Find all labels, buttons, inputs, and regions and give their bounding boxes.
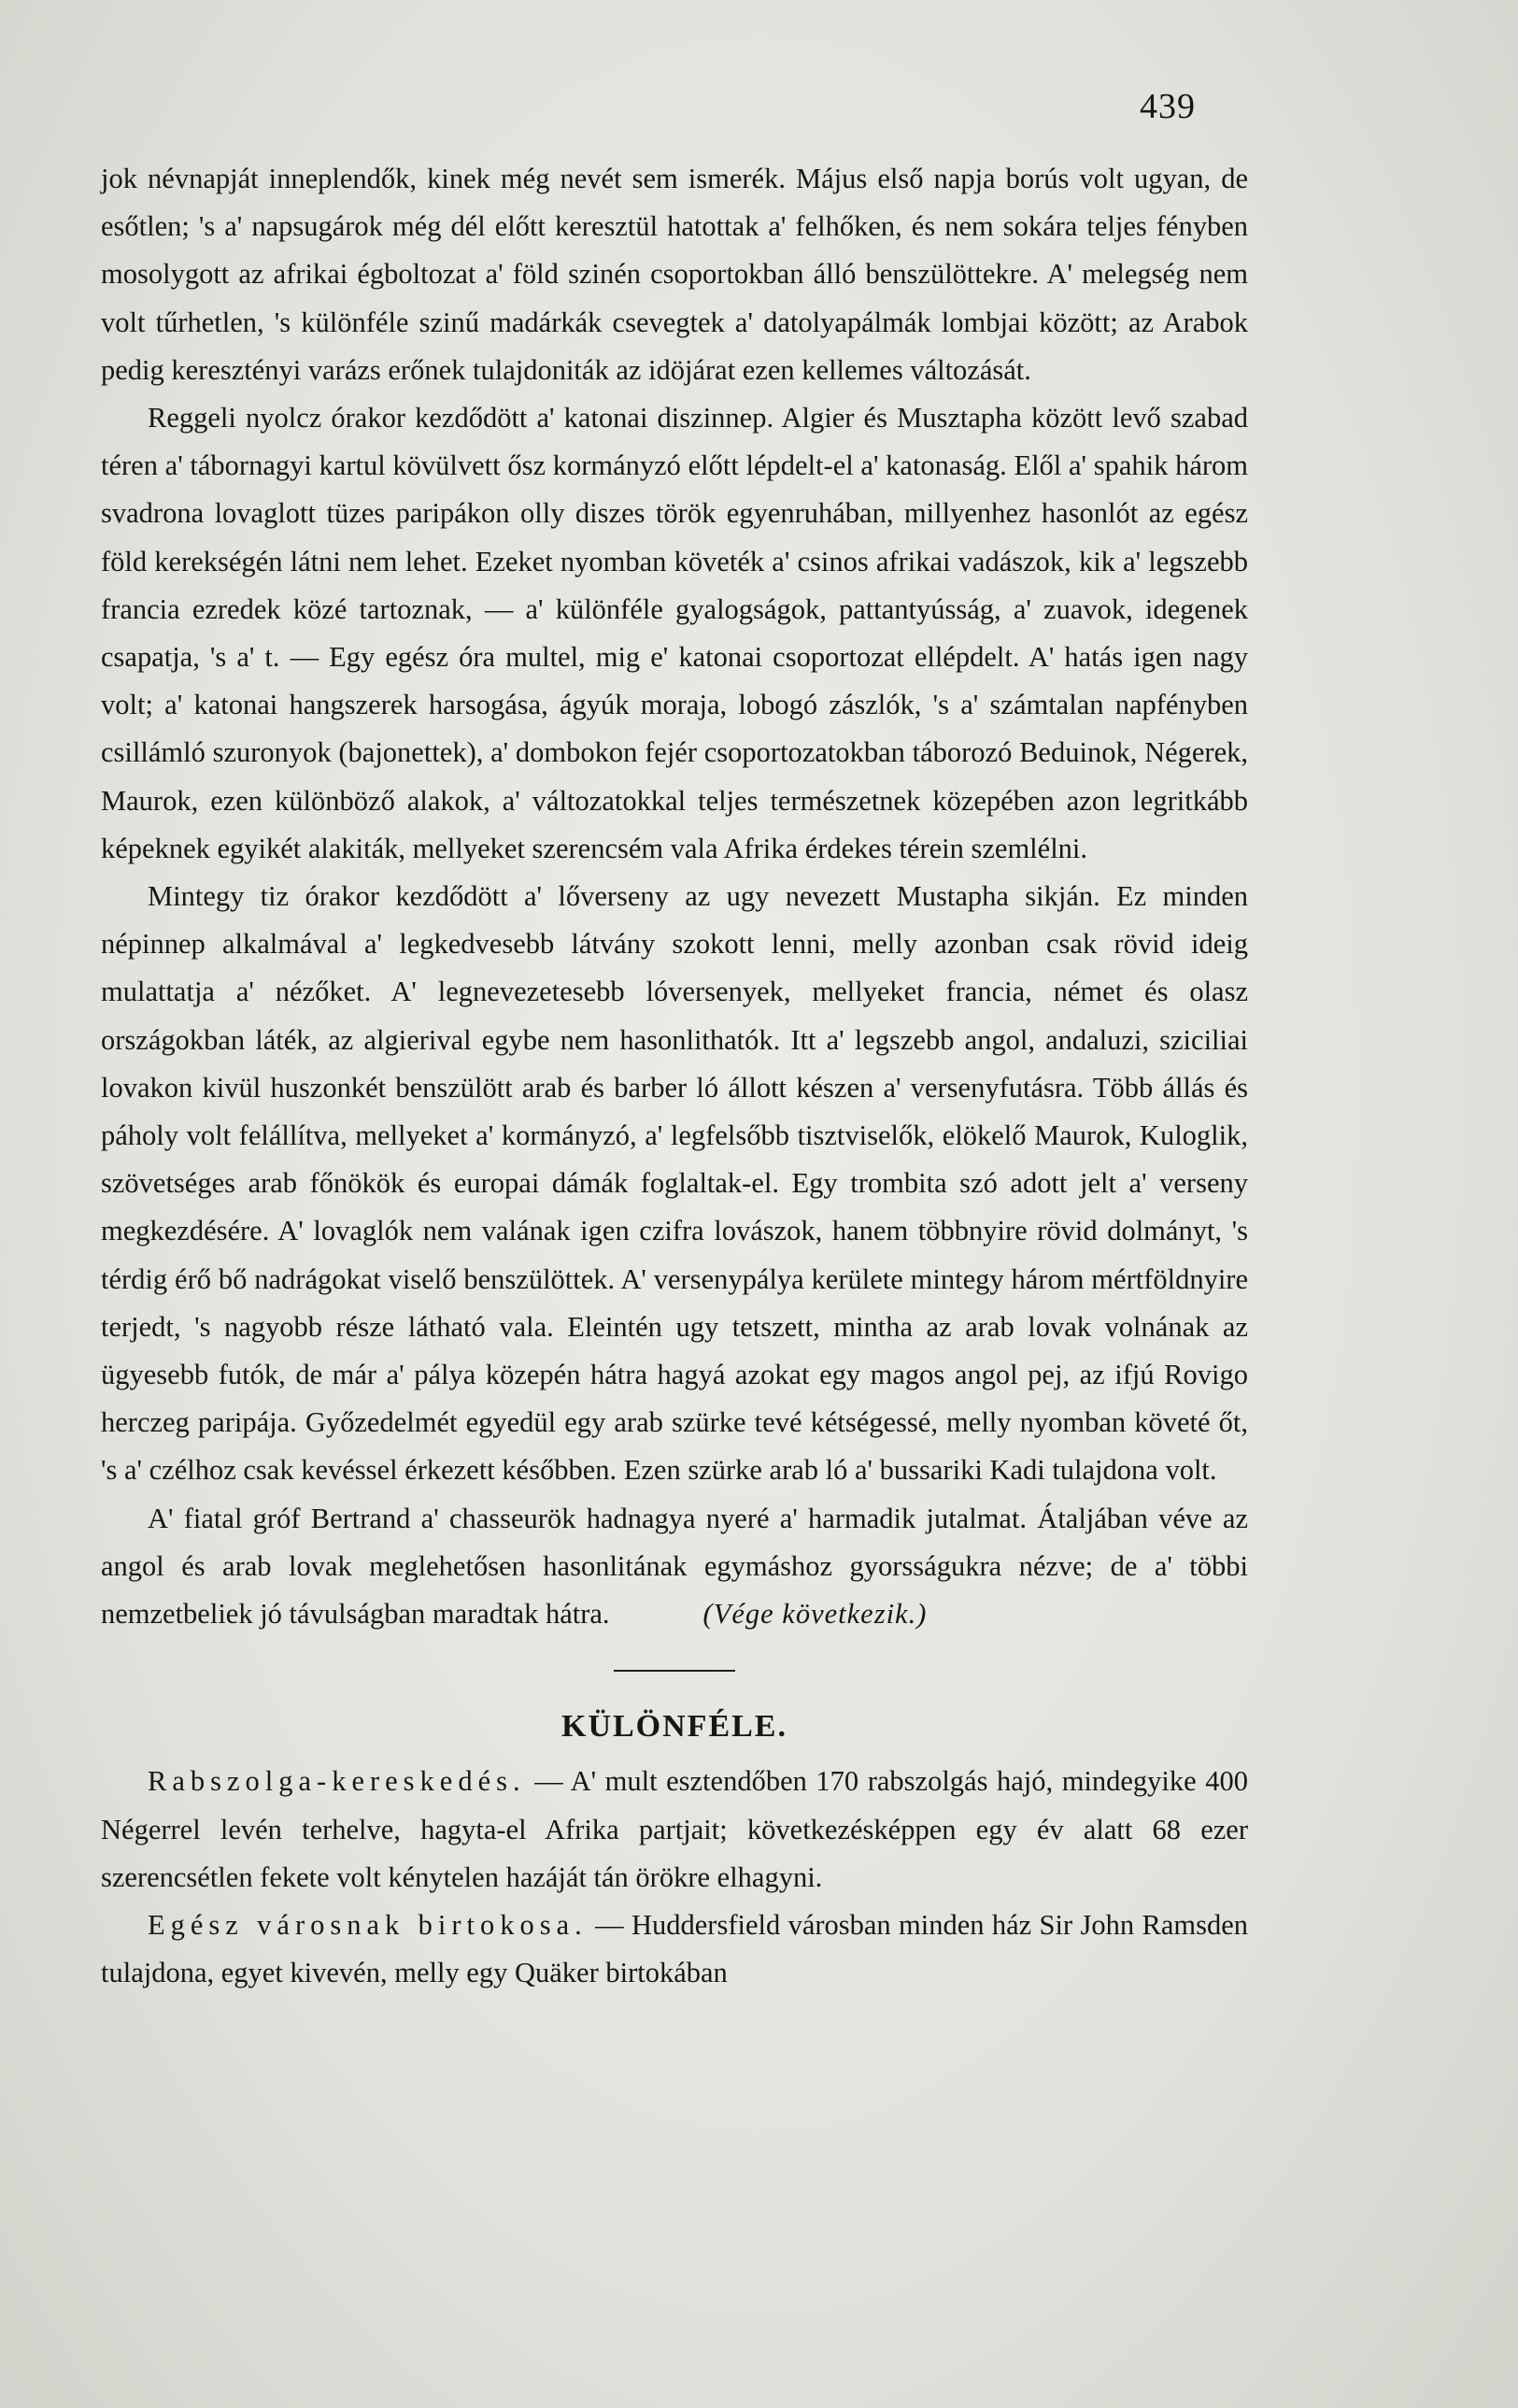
paragraph-4-text: A' fiatal gróf Bertrand a' chasseurök hadnagya nyeré a' harmadik jutalmat. Átaljában véve az angol és arab lovak meglehetősen hasonlitának egymáshoz gyorsságukra nézve; de a' többi nemzetbeliek jó távulságban maradtak hátra.: [101, 1502, 1248, 1631]
page-number: 439: [1140, 87, 1196, 126]
paragraph-4: [101, 1495, 1248, 1639]
news-item-2: [101, 1902, 1248, 1997]
paragraph-2: Reggeli nyolcz órakor kezdődött a' katonai diszinnep. Algier és Musztapha között levő szabad téren a' tábornagyi kartul kövülvett ősz kormányzó előtt lépdelt-el a' katonaság. Elől a' spahik három svadrona lovaglott tüzes paripákon olly diszes török egyenruhában, millyenhez hasonlót az egész föld kerekségén látni nem lehet. Ezeket nyomban követék a' csinos afrikai vadászok, kik a' legszebb francia ezredek közé tartoznak, — a' különféle gyalogságok, pattantyússág, a' zuavok, idegenek csapatja, 's a' t. — Egy egész óra multel, mig e' katonai csoportozat ellépdelt. A' hatás igen nagy volt; a' katonai hangszerek harsogása, ágyúk moraja, lobogó zászlók, 's a' számtalan napfényben csillámló szuronyok (bajonettek), a' dombokon fejér csoportozatokban táborozó Beduinok, Négerek, Maurok, ezen különböző alakok, a' változatokkal teljes természetnek közepében azon legritkább képeknek egyikét alakiták, mellyeket szerencsém vala Afrika érdekes térein szemlélni.: [101, 402, 1248, 864]
paragraph-3: Mintegy tiz órakor kezdődött a' lőverseny az ugy nevezett Mustapha sikján. Ez minden népinnep alkalmával a' legkedvesebb látvány szokott lenni, melly azonban csak rövid ideig mulattatja a' nézőket. A' legnevezetesebb lóversenyek, mellyeket francia, német és olasz országokban láték, az algierival egybe nem hasonlithatók. Itt a' legszebb angol, andaluzi, sziciliai lovakon kivül huszonkét benszülött arab és barber ló állott készen a' versenyfutásra. Több állás és páholy volt felállítva, mellyeket a' kormányzó, a' legfelsőbb tisztviselők, elökelő Maurok, Kuloglik, szövetséges arab főnökök és europai dámák foglaltak-el. Egy trombita szó adott jelt a' verseny megkezdésére. A' lovaglók nem valának igen czifra lovászok, hanem többnyire rövid dolmányt, 's térdig érő bő nadrágokat viselő benszülöttek. A' versenypálya kerülete mintegy három mértföldnyire terjedt, 's nagyobb része látható vala. Eleintén ugy tetszett, mintha az arab lovak volnának az ügyesebb futók, de már a' pálya közepén hátra hagyá azokat egy magos angol pej, az ifjú Rovigo herczeg paripája. Győzedelmét egyedül egy arab szürke tevé kétségessé, melly nyomban követé őt, 's a' czélhoz csak kevéssel érkezett későbben. Ezen szürke arab ló a' bussariki Kadi tulajdona volt.: [101, 880, 1248, 1487]
news-item-2-text: — Huddersfield városban minden ház Sir John Ramsden tulajdona, egyet kivevén, melly egy Quäker birtokában: [101, 1908, 1248, 1989]
news-item-2-title: Egész városnak birtokosa.: [148, 1908, 588, 1941]
news-item-1: [101, 1758, 1248, 1902]
section-heading: KÜLÖNFÉLE.: [561, 1709, 787, 1745]
section-divider: [614, 1670, 735, 1672]
paragraph-1: jok névnapját inneplendők, kinek még nevét sem ismerék. Május első napja borús volt ugyan, de esőtlen; 's a' napsugárok még dél előtt keresztül hatottak a' felhőken, és nem sokára teljes fényben mosolygott az afrikai égboltozat a' föld szinén csoportokban álló benszülöttekre. A' melegség nem volt tűrhetlen, 's különféle szinű madárkák csevegtek a' datolyapálmák lombjai között; az Arabok pedig keresztényi varázs erőnek tulajdoniták az idöjárat ezen kellemes változását.: [101, 163, 1248, 386]
body-text: [101, 155, 1248, 1997]
news-item-1-text: — A' mult esztendőben 170 rabszolgás hajó, mindegyike 400 Négerrel levén terhelve, hagyta-el Afrika partjait; következésképpen egy év alatt 68 ezer szerencsétlen fekete volt kénytelen hazáját tán örökre elhagyni.: [101, 1765, 1248, 1893]
news-item-1-title: Rabszolga-kereskedés.: [148, 1765, 526, 1798]
sign-off: (Vége következik.): [702, 1598, 928, 1631]
